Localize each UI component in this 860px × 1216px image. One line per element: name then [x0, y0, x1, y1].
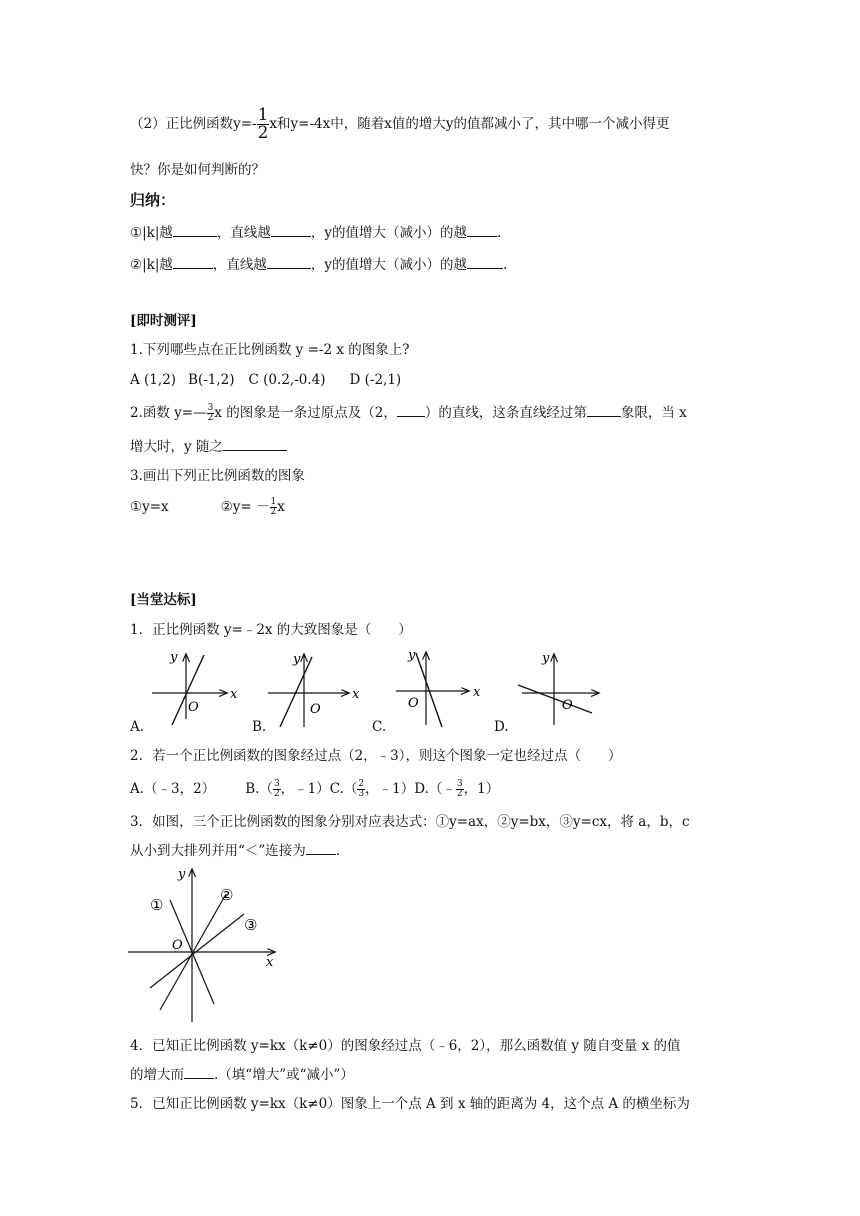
- p3-three-lines-figure: [126, 864, 296, 1024]
- practice-p1: 1．正比例函数 y=﹣2x 的大致图象是（ ）: [130, 622, 412, 638]
- axis-y-label-b: y: [293, 652, 301, 667]
- p1-option-c-label: C.: [372, 719, 387, 735]
- summary-rule-1: ①|k|越 ，直线越 ，y的值增大（减小）的越 .: [130, 222, 501, 243]
- graph-b: [268, 652, 360, 727]
- axis-y-label-a: y: [170, 650, 178, 665]
- fig-label-3: ③: [244, 916, 258, 934]
- practice-p2-options: A.（﹣3，2） B.（ $\frac{3}{2}$ ，﹣1）C.（ $\frac{2}{3}$ ，﹣1）D.（﹣ $\frac{3}{2}$ ，1）: [130, 779, 500, 799]
- quiz-q2-line-2: 增大时，y 随之: [130, 436, 287, 457]
- quiz-q1-options: A (1,2) B(-1,2) C (0.2,-0.4) D (-2,1): [130, 372, 402, 388]
- fig-axis-x: x: [266, 955, 274, 970]
- origin-label-d: O: [562, 698, 573, 713]
- p1-option-b-label: B.: [252, 719, 267, 735]
- p1-option-a-label: A.: [130, 719, 145, 735]
- fig-label-1: ①: [150, 896, 164, 914]
- fig-axis-y: y: [178, 867, 186, 882]
- practice-p5: 5．已知正比例函数 y=kx（k≠0）图象上一个点 A 到 x 轴的距离为 4，这个点 A 的横坐标为: [130, 1096, 690, 1112]
- axis-x-label-a: x: [230, 687, 238, 702]
- graph-c: [396, 648, 481, 727]
- question-2-line-1: [130, 104, 669, 144]
- axis-x-label-b: x: [352, 687, 360, 702]
- q2-text-b: x和y=-4x中，随着x值的增大y的值都减小了，其中哪一个减小得更: [269, 116, 670, 132]
- axis-y-label-c: y: [408, 648, 416, 663]
- p1-option-d-label: D.: [494, 719, 509, 735]
- practice-p2: 2．若一个正比例函数的图象经过点（2，﹣3），则这个图象一定也经过点（ ）: [130, 748, 622, 764]
- graph-d: [518, 651, 598, 725]
- practice-p4-line-1: 4．已知正比例函数 y=kx（k≠0）的图象经过点（﹣6，2），那么函数值 y 随自变量 x 的值: [130, 1038, 681, 1054]
- origin-label-b: O: [310, 702, 321, 717]
- axis-x-label-c: x: [473, 685, 481, 700]
- graph-a: [152, 650, 238, 725]
- quiz-q2-line-1: 2.函数 y=— $\frac{3}{2}$ x 的图象是一条过原点及（2， ）的直线，这条直线经过第 象限，当 x: [130, 403, 687, 423]
- summary-heading: 归纳：: [130, 191, 176, 209]
- origin-label-c: O: [408, 696, 419, 711]
- quiz-q3-functions: ①y=x ②y= － $\frac{1}{2}$ x: [130, 497, 285, 517]
- question-2-line-2: 快？你是如何判断的？: [130, 162, 265, 178]
- origin-label-a: O: [188, 700, 199, 715]
- fig-label-2: ②: [220, 886, 234, 904]
- quiz-q1: 1.下列哪些点在正比例函数 y =-2 x 的图象上?: [130, 342, 410, 358]
- line-3: [150, 914, 244, 988]
- fig-origin: O: [172, 938, 183, 953]
- q2-text-a: （2）正比例函数y=-: [130, 116, 257, 132]
- quiz-q3: 3.画出下列正比例函数的图象: [130, 468, 305, 484]
- axis-y-label-d: y: [542, 651, 550, 666]
- practice-p3-line-2: 从小到大排列并用“＜”连接为 .: [130, 840, 340, 861]
- practice-p3-line-1: 3．如图，三个正比例函数的图象分别对应表达式：①y=ax，②y=bx，③y=cx，将 a，b，c: [130, 814, 690, 830]
- practice-p4-line-2: 的增大而 .（填“增大”或“减小”）: [130, 1064, 354, 1085]
- summary-rule-2: ②|k|越 ，直线越 ，y的值增大（减小）的越 .: [130, 254, 507, 275]
- fraction-one-half: $\frac{1}{2}$: [257, 105, 269, 143]
- practice-heading: [当堂达标]: [130, 592, 197, 608]
- quiz-heading: [即时测评]: [130, 313, 197, 329]
